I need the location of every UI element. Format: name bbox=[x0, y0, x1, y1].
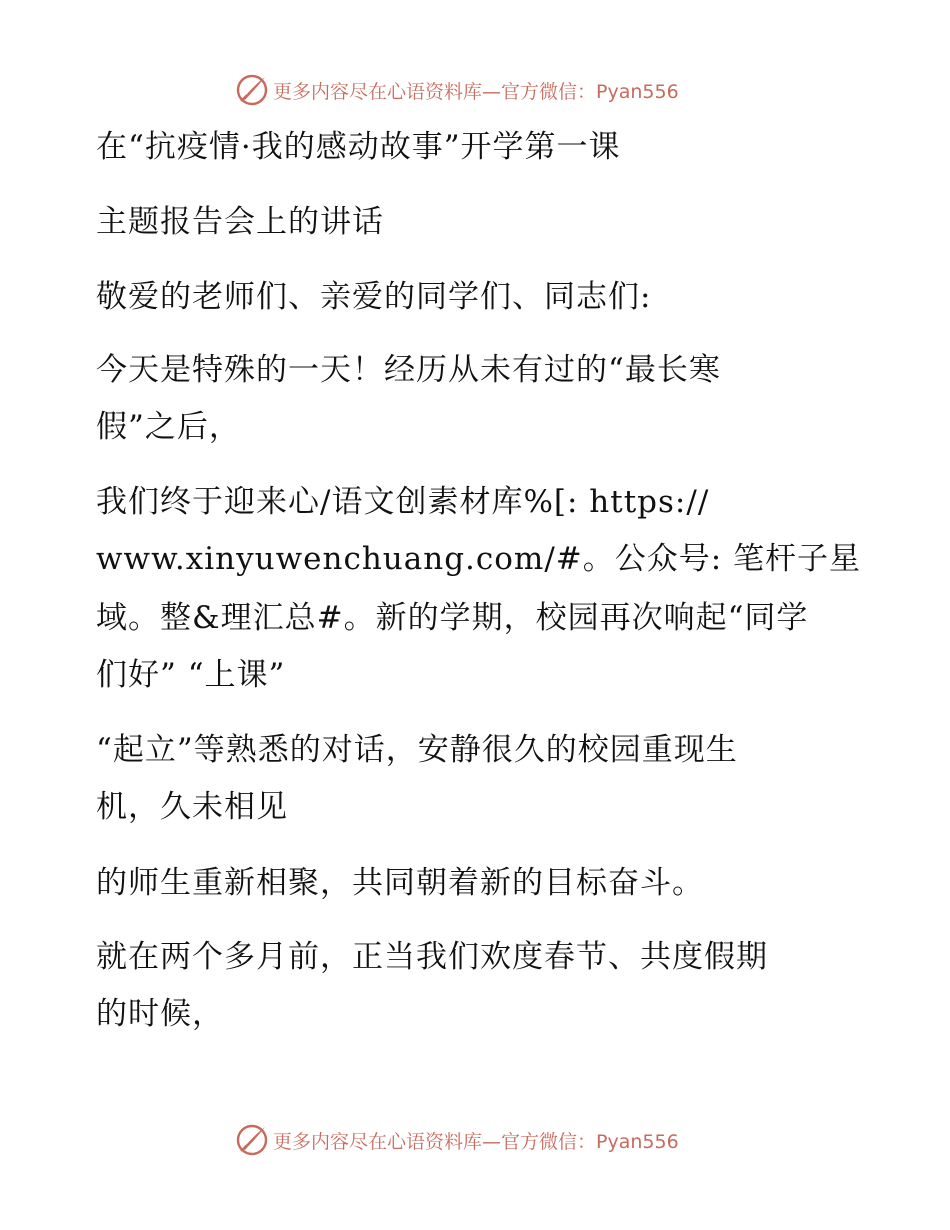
quill-logo-icon bbox=[235, 73, 269, 107]
paragraph-line: “起立”等熟悉的对话，安静很久的校园重现生 bbox=[96, 732, 738, 768]
paragraph-line: 的师生重新相聚，共同朝着新的目标奋斗。 bbox=[96, 865, 704, 901]
footer-banner bbox=[235, 1122, 679, 1158]
paragraph-line: 机，久未相见 bbox=[96, 789, 288, 825]
banner-text: 更多内容尽在心语资料库—官方微信：Pyan556 bbox=[273, 80, 679, 103]
paragraph-line: 假”之后， bbox=[96, 409, 241, 445]
banner-text: 更多内容尽在心语资料库—官方微信：Pyan556 bbox=[273, 1130, 679, 1153]
paragraph-line: 今天是特殊的一天！经历从未有过的“最长寒 bbox=[96, 352, 721, 388]
paragraph-line: 的时候， bbox=[96, 996, 224, 1032]
paragraph-line: www.xinyuwenchuang.com/#。公众号: 笔杆子星 bbox=[96, 541, 862, 577]
wechat-id: Pyan556 bbox=[596, 80, 679, 103]
paragraph-line: 就在两个多月前，正当我们欢度春节、共度假期 bbox=[96, 939, 768, 975]
paragraph-line: 们好” “上课” bbox=[96, 657, 286, 693]
paragraph-line: 我们终于迎来心/语文创素材库%[: https:// bbox=[96, 484, 710, 520]
greeting: 敬爱的老师们、亲爱的同学们、同志们: bbox=[96, 279, 652, 315]
title-line-1: 在“抗疫情·我的感动故事”开学第一课 bbox=[96, 129, 621, 165]
wechat-id: Pyan556 bbox=[596, 1130, 679, 1153]
paragraph-line: 域。整&理汇总#。新的学期，校园再次响起“同学 bbox=[96, 600, 809, 636]
header-banner bbox=[235, 72, 679, 108]
title-line-2: 主题报告会上的讲话 bbox=[96, 204, 384, 240]
quill-logo-icon bbox=[235, 1123, 269, 1157]
